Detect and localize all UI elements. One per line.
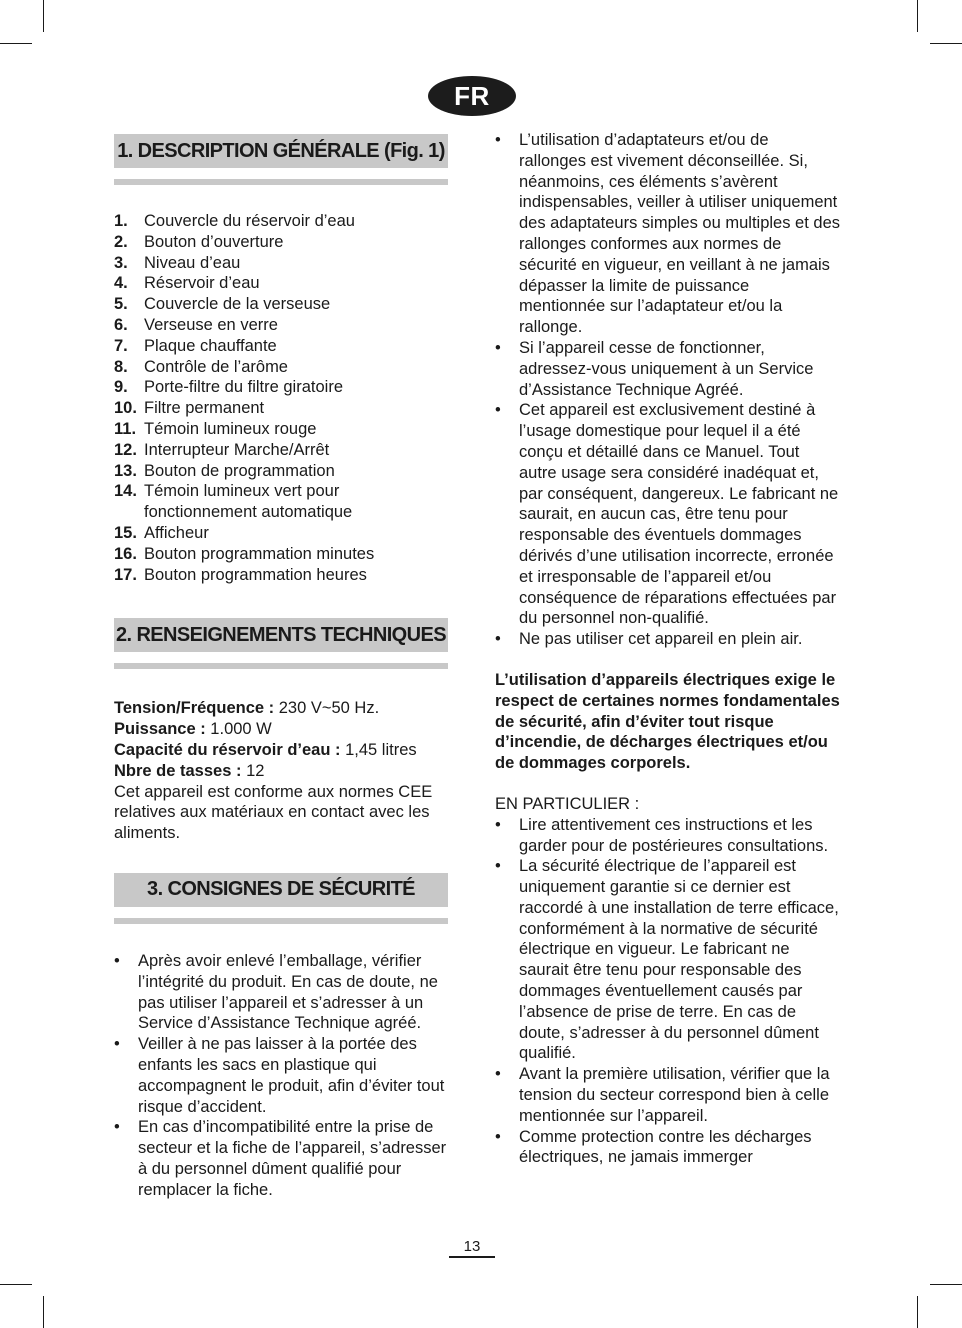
crop-mark: [917, 0, 918, 32]
conformity-note: Cet appareil est conforme aux normes CEE relatives aux matériaux en contact avec les aliments.: [114, 782, 433, 843]
list-item: 12. Interrupteur Marche/Arrêt: [114, 440, 330, 459]
spec-capacite: Capacité du réservoir d’eau : 1,45 litres: [114, 740, 417, 759]
list-item: • Comme protection contre les décharges électriques, ne jamais immerger: [495, 1127, 840, 1169]
list-item: • Ne pas utiliser cet appareil en plein air.: [495, 629, 840, 650]
list-item: • Avant la première utilisation, vérifier que la tension du secteur correspond bien à celle mentionnée sur l’appareil.: [495, 1064, 840, 1126]
list-item: • La sécurité électrique de l’appareil est uniquement garantie si ce dernier est raccordé à une installation de terre efficace, conformément à la normative de sécurité électrique en vigueur. Le fabricant ne saurait être tenu pour responsable des dommages éventuellement causés par l’absence de prise de terre. En cas de doute, s’adresser à du personnel dûment qualifié.: [495, 856, 840, 1064]
right-column: [495, 130, 840, 1168]
section-heading-technical: 2. RENSEIGNEMENTS TECHNIQUES: [114, 618, 448, 652]
section-divider: [114, 663, 448, 669]
list-item: 7. Plaque chauffante: [114, 336, 277, 355]
list-item: 9. Porte-filtre du filtre giratoire: [114, 378, 343, 397]
list-item: 5. Couvercle de la verseuse: [114, 295, 331, 314]
list-item: • Lire attentivement ces instructions et les garder pour de postérieures consultations.: [495, 815, 840, 857]
section-heading-safety: 3. CONSIGNES DE SÉCURITÉ: [114, 873, 448, 907]
spec-tasses: Nbre de tasses : 12: [114, 761, 265, 780]
list-item: 4. Réservoir d’eau: [114, 274, 260, 293]
particulier-heading: EN PARTICULIER :: [495, 794, 640, 813]
safety-warning: L’utilisation d’appareils électriques exige le respect de certaines normes fondamentales de sécurité, afin d’éviter tout risque d’incendie, de décharges électriques et/ou de dommages corporels.: [495, 670, 840, 773]
crop-mark: [0, 43, 32, 44]
list-item: 15. Afficheur: [114, 523, 209, 542]
crop-mark: [43, 1296, 44, 1328]
list-item: 3. Niveau d’eau: [114, 253, 241, 272]
spec-tension: Tension/Fréquence : 230 V~50 Hz.: [114, 699, 380, 718]
crop-mark: [930, 1284, 962, 1285]
crop-mark: [930, 43, 962, 44]
list-item: 11. Témoin lumineux rouge: [114, 419, 317, 438]
section-divider: [114, 918, 448, 924]
list-item: 17. Bouton programmation heures: [114, 565, 367, 584]
particulier-list: [495, 815, 840, 1169]
list-item: • L’utilisation d’adaptateurs et/ou de rallonges est vivement déconseillée. Si, néanmoins, ces éléments s’avèrent indispensables, veiller à utiliser uniquement des adaptateurs simples ou multiples et des rallonges conformes aux normes de sécurité en vigueur, en veillant à ne jamais dépasser la limite de puissance mentionnée sur l’adaptateur et/ou la rallonge.: [495, 130, 840, 338]
list-item: • Après avoir enlevé l’emballage, vérifier l’intégrité du produit. En cas de doute, ne pas utiliser l’appareil et s’adresser à un Service d’Assistance Technique agréé.: [114, 951, 448, 1034]
list-item: 16. Bouton programmation minutes: [114, 544, 375, 563]
safety-list-left: [114, 951, 448, 1201]
left-column: [114, 134, 448, 1200]
crop-mark: [0, 1284, 32, 1285]
safety-list-right: [495, 130, 840, 650]
list-item: 2. Bouton d’ouverture: [114, 232, 284, 251]
technical-specs: [114, 698, 448, 844]
list-item: • Veiller à ne pas laisser à la portée des enfants les sacs en plastique qui accompagnent le produit, afin d’éviter tout risque d’accident.: [114, 1034, 448, 1117]
list-item: • Si l’appareil cesse de fonctionner, adressez-vous uniquement à un Service d’Assistance Technique Agréé.: [495, 338, 840, 400]
list-item: 6. Verseuse en verre: [114, 315, 278, 334]
list-item: 10. Filtre permanent: [114, 399, 265, 418]
list-item: • En cas d’incompatibilité entre la prise de secteur et la fiche de l’appareil, s’adresser à du personnel dûment qualifié pour remplacer la fiche.: [114, 1117, 448, 1200]
language-badge: FR: [428, 76, 516, 116]
list-item: 8. Contrôle de l’arôme: [114, 357, 288, 376]
list-item: 13. Bouton de programmation: [114, 461, 335, 480]
page-number: 13: [449, 1238, 495, 1258]
section-heading-description: 1. DESCRIPTION GÉNÉRALE (Fig. 1): [114, 134, 448, 168]
section-divider: [114, 179, 448, 185]
list-item: 14. Témoin lumineux vert pour fonctionnement automatique: [114, 482, 353, 522]
list-item: 1. Couvercle du réservoir d’eau: [114, 212, 355, 230]
crop-mark: [917, 1296, 918, 1328]
list-item: • Cet appareil est exclusivement destiné à l’usage domestique pour lequel il a été conçu et détaillé dans ce Manuel. Tout autre usage sera considéré inadéquat et, par conséquent, dangereux. Le fabricant ne saurait, en aucun cas, être tenu pour responsable des éventuels dommages dérivés d’une utilisation incorrecte, erronée et irresponsable de l’appareil et/ou conséquence de réparations effectuées par du personnel non-qualifié.: [495, 400, 840, 629]
crop-mark: [43, 0, 44, 32]
spec-puissance: Puissance : 1.000 W: [114, 720, 272, 739]
parts-list: [114, 211, 448, 585]
